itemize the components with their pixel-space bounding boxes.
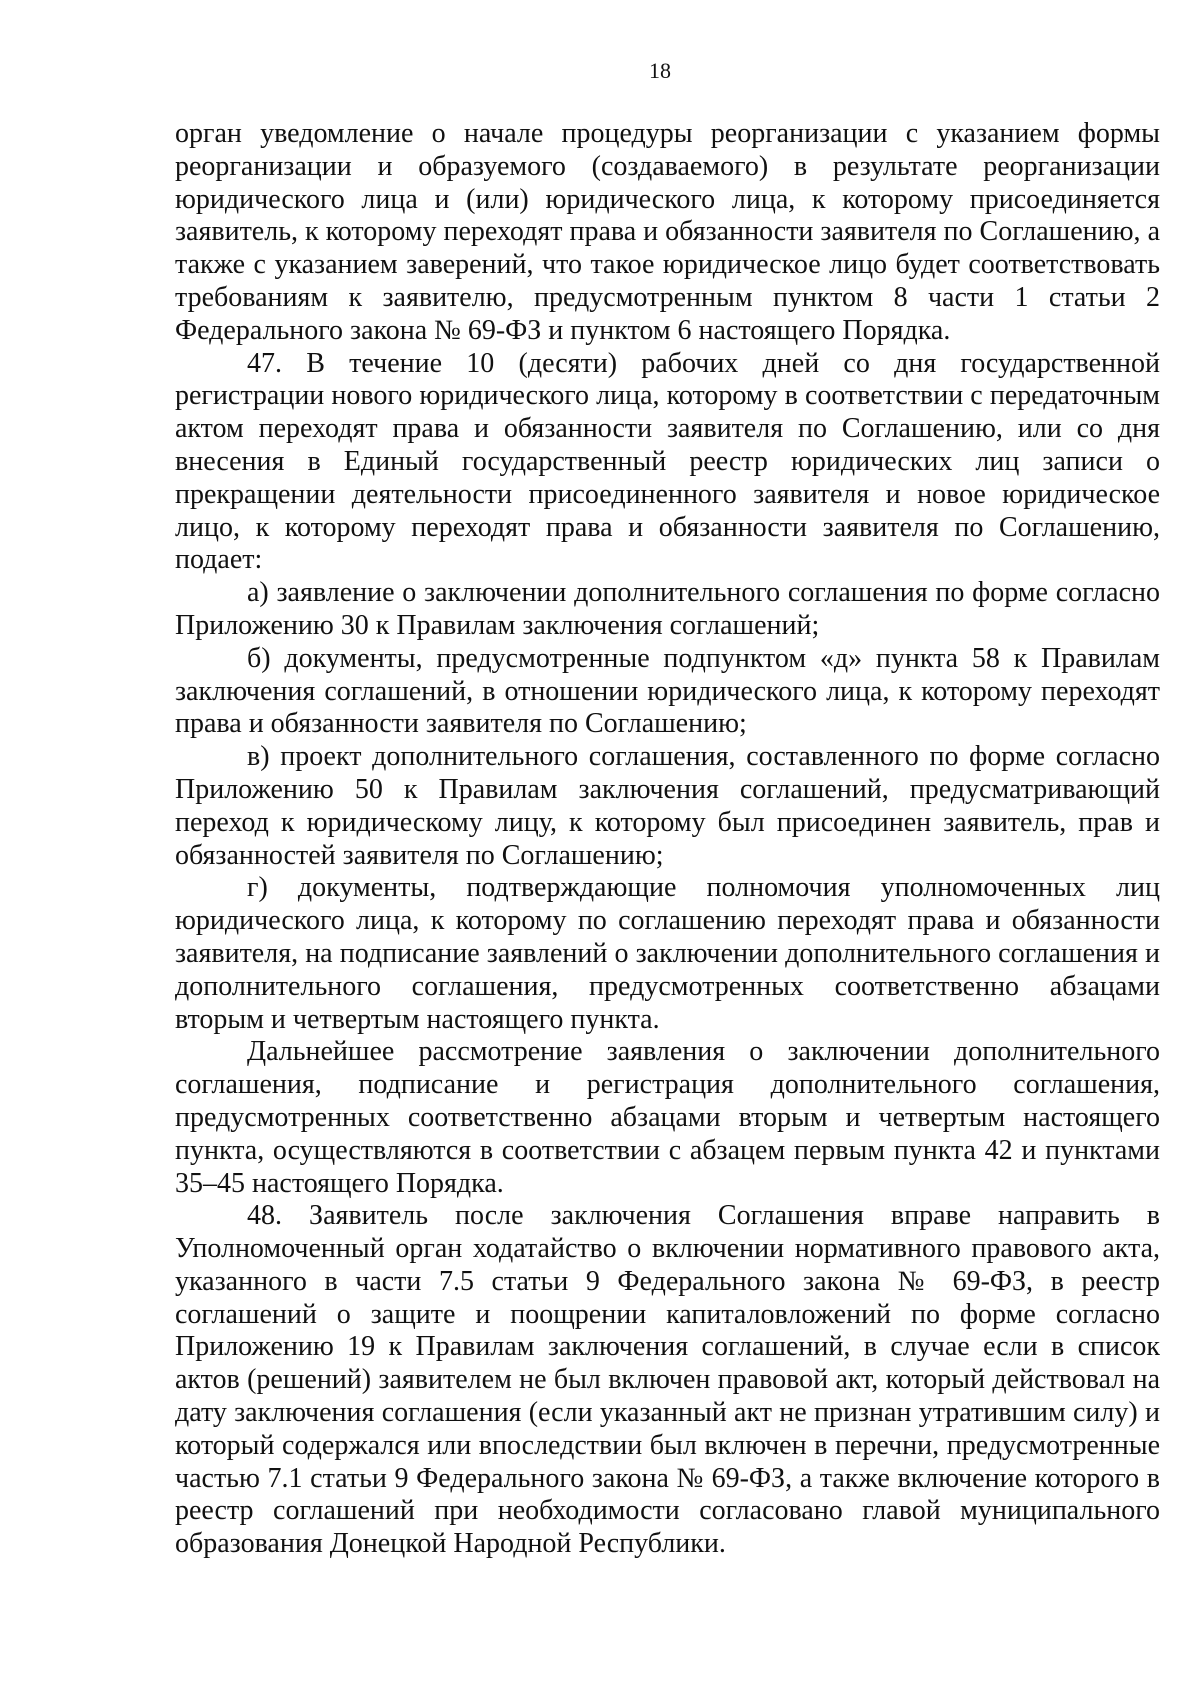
paragraph-item-a: а) заявление о заключении дополнительного соглашения по форме согласно Приложению 30 к Правилам заключения соглашений; — [175, 577, 1160, 641]
page-number: 18 — [649, 58, 671, 83]
paragraph-clause-48: 48. Заявитель после заключения Соглашения вправе направить в Уполномоченный орган ходатайство о включении нормативного правового акта, указанного в части 7.5 статьи 9 Федерального закона № 69-ФЗ, в реестр соглашений о защите и поощрении капиталовложений по форме согласно Приложению 19 к Правилам заключения соглашений, в случае если в список актов (решений) заявителем не был включен правовой акт, который действовал на дату заключения соглашения (если указанный акт не признан утратившим силу) и который содержался или впоследствии был включен в перечни, предусмотренные частью 7.1 статьи 9 Федерального закона № 69-ФЗ, а также включение которого в реестр соглашений при необходимости согласовано главой муниципального образования Донецкой Народной Республики. — [175, 1200, 1160, 1560]
paragraph-clause-47: 47. В течение 10 (десяти) рабочих дней со дня государственной регистрации нового юридического лица, которому в соответствии с передаточным актом переходят права и обязанности заявителя по Соглашению, или со дня внесения в Единый государственный реестр юридических лиц записи о прекращении деятельности присоединенного заявителя и новое юридическое лицо, к которому переходят права и обязанности заявителя по Соглашению, подает: — [175, 347, 1160, 576]
paragraph-continuation: орган уведомление о начале процедуры реорганизации с указанием формы реорганизации и образуемого (создаваемого) в результате реорганизации юридического лица и (или) юридического лица, к которому присоединяется заявитель, к которому переходят права и обязанности заявителя по Соглашению, а также с указанием заверений, что такое юридическое лицо будет соответствовать требованиям к заявителю, предусмотренным пунктом 8 части 1 статьи 2 Федерального закона № 69-ФЗ и пунктом 6 настоящего Порядка. — [175, 118, 1160, 346]
paragraph-item-g: г) документы, подтверждающие полномочия уполномоченных лиц юридического лица, к которому по соглашению переходят права и обязанности заявителя, на подписание заявлений о заключении дополнительного соглашения и дополнительного соглашения, предусмотренных соответственно абзацами вторым и четвертым настоящего пункта. — [175, 872, 1160, 1035]
paragraph-item-b: б) документы, предусмотренные подпунктом «д» пункта 58 к Правилам заключения соглашений, в отношении юридического лица, к которому переходят права и обязанности заявителя по Соглашению; — [175, 642, 1160, 740]
paragraph-item-v: в) проект дополнительного соглашения, составленного по форме согласно Приложению 50 к Правилам заключения соглашений, предусматривающий переход к юридическому лицу, к которому был присоединен заявитель, прав и обязанностей заявителя по Соглашению; — [175, 741, 1160, 871]
paragraph-further-review: Дальнейшее рассмотрение заявления о заключении дополнительного соглашения, подписание и регистрация дополнительного соглашения, предусмотренных соответственно абзацами вторым и четвертым настоящего пункта, осуществляются в соответствии с абзацем первым пункта 42 и пунктами 35–45 настоящего Порядка. — [175, 1036, 1160, 1199]
document-body — [175, 118, 1160, 1561]
